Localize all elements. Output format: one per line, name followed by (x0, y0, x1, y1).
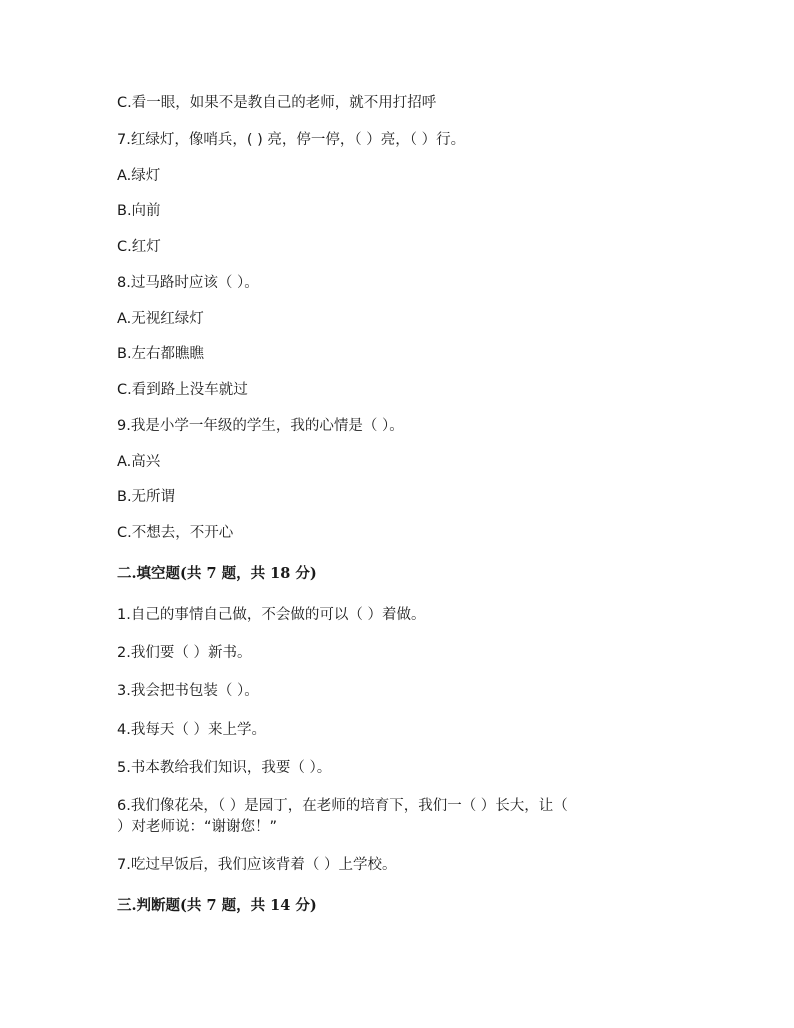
fill-item-6-continued: ）对老师说：“谢谢您！” (117, 819, 278, 835)
q8-option-b: B.左右都瞧瞧 (117, 346, 205, 362)
q9-stem: 9.我是小学一年级的学生，我的心情是（ ）。 (117, 418, 404, 434)
q8-option-a: A.无视红绿灯 (117, 311, 204, 327)
q7-option-b: B.向前 (117, 203, 161, 219)
q7-option-a: A.绿灯 (117, 168, 161, 184)
q8-stem: 8.过马路时应该（ ）。 (117, 275, 259, 291)
q9-option-b: B.无所谓 (117, 489, 176, 505)
q9-option-c: C.不想去，不开心 (117, 525, 234, 541)
q6-option-c: C.看一眼，如果不是教自己的老师，就不用打招呼 (117, 95, 437, 111)
fill-item-4: 4.我每天（ ）来上学。 (117, 722, 266, 738)
fill-item-6: 6.我们像花朵，（ ）是园丁，在老师的培育下，我们一（ ）长大，让（ (117, 798, 568, 814)
q8-option-c: C.看到路上没车就过 (117, 382, 248, 398)
section2-heading: 二.填空题(共 7 题，共 18 分) (117, 565, 317, 582)
fill-item-1: 1.自己的事情自己做，不会做的可以（ ）着做。 (117, 607, 426, 623)
fill-item-3: 3.我会把书包装（ ）。 (117, 683, 259, 699)
section3-heading: 三.判断题(共 7 题，共 14 分) (117, 897, 317, 914)
fill-item-7: 7.吃过早饭后，我们应该背着（ ）上学校。 (117, 857, 397, 873)
q7-option-c: C.红灯 (117, 239, 161, 255)
fill-item-2: 2.我们要（ ）新书。 (117, 645, 252, 661)
q7-stem: 7.红绿灯，像哨兵，( ) 亮，停一停，（ ）亮，（ ）行。 (117, 132, 466, 148)
fill-item-5: 5.书本教给我们知识，我要（ ）。 (117, 760, 332, 776)
q9-option-a: A.高兴 (117, 454, 161, 470)
